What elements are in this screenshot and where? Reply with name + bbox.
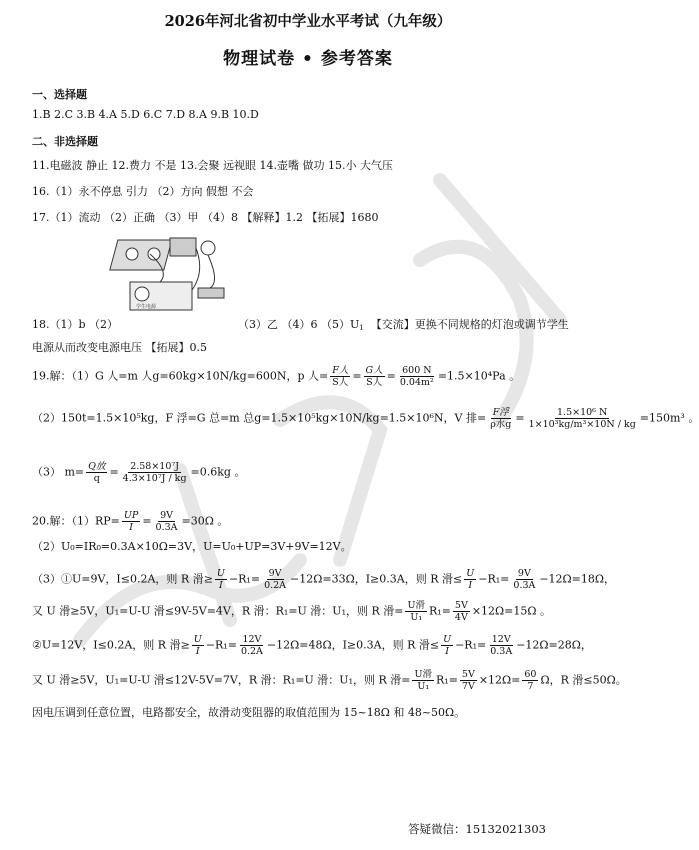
q19-line1: 19.解：（1）G 人=m 人g=60kg×10N/kg=600N，p 人= $\frac{\text{F人}}{\text{S人}}$ = $\frac{\text{G人}}{\text{S人}}$ = $\frac{600 N}{\text{0.04m²}}$ =1.5×10⁴Pa 。: [32, 365, 521, 388]
q20-line3: （3）①U=9V，I≤0.2A，则 R 滑≥ $\frac{U}{I}$ −R₁= $\frac{9V}{0.2A}$ −12Ω=33Ω，I≥0.3A，则 R 滑≤ $\frac{U}{I}$ −R₁= $\frac{9V}{0.3A}$ −12Ω=18Ω，: [32, 568, 616, 591]
footer-contact: 答疑微信：15132021303: [408, 822, 546, 836]
answer-q18-line2: 电源从而改变电源电压 【拓展】0.5: [32, 341, 207, 354]
q20-line6: 又 U 滑≥5V，U₁=U-U 滑≤12V-5V=7V，R 滑：R₁=U 滑：U₁，则 R 滑= $\frac{\text{U滑}}{\text{U₁}}$ R₁= $\frac{5V}{7V}$ ×12Ω= $\frac{60}{7}$ Ω，R 滑≤50Ω。: [32, 669, 627, 692]
q20-line2: （2）U₀=IR₀=0.3A×10Ω=3V，U=U₀+UP=3V+9V=12V。: [32, 540, 352, 553]
section-nonchoice-title: 二、非选择题: [32, 135, 98, 148]
q19-line3: （3） m= $\frac{\text{Q放}}{q}$ = $\frac{\text{2.58×10⁷J}}{\text{4.3×10⁷J / kg}}$ =0.6kg 。: [32, 461, 246, 484]
q20-conclusion: 因电压调到任意位置，电路都安全，故滑动变阻器的取值范围为 15~18Ω 和 48~50Ω。: [32, 706, 466, 719]
figure-label: 学生电源: [136, 304, 157, 310]
q20-line1: 20.解：（1）RP= $\frac{UP}{I}$ = $\frac{9V}{0.3A}$ =30Ω 。: [32, 510, 229, 533]
answer-q16: 16.（1）永不停息 引力 （2）方向 假想 不会: [32, 185, 254, 198]
document-title: 2026年河北省初中学业水平考试（九年级）: [164, 13, 452, 30]
answer-q17: 17.（1）流动 （2）正确 （3）甲 （4）8 【解释】1.2 【拓展】1680: [32, 211, 379, 224]
q20-line4: 又 U 滑≥5V，U₁=U-U 滑≤9V-5V=4V，R 滑：R₁=U 滑：U₁，则 R 滑= $\frac{\text{U滑}}{\text{U₁}}$ R₁= $\frac{5V}{4V}$ ×12Ω=15Ω 。: [32, 600, 551, 623]
section-choice-title: 一、选择题: [32, 88, 87, 101]
answer-q11-15: 11.电磁波 静止 12.费力 不是 13.会聚 远视眼 14.壶嘴 做功 15.小 大气压: [32, 159, 393, 172]
q19-line2: （2）150t=1.5×10⁵kg，F 浮=G 总=m 总g=1.5×10⁵kg×10N/kg=1.5×10⁶N，V 排= $\frac{\text{F浮}}{\text{ρ水g}}$ = $\frac{\text{1.5×10⁶ N}}{\text{1×10³kg/m³×10N / kg}}$ =150m³ 。: [32, 407, 699, 430]
circuit-figure: [110, 232, 230, 320]
q20-line5: ②U=12V，I≤0.2A，则 R 滑≥ $\frac{U}{I}$ −R₁= $\frac{12V}{0.2A}$ −12Ω=48Ω，I≥0.3A，则 R 滑≤ $\frac{U}{I}$ −R₁= $\frac{12V}{0.3A}$ −12Ω=28Ω，: [32, 634, 592, 657]
choice-answers: 1.B 2.C 3.B 4.A 5.D 6.C 7.D 8.A 9.B 10.D: [32, 108, 259, 121]
document-subtitle: 物理试卷 • 参考答案: [223, 49, 393, 69]
answer-q18-line1: 18.（1）b （2） （3）乙 （4）6 $(5)U_1$ 【交流】更换不同规格的灯泡或调节学生: [32, 318, 569, 332]
